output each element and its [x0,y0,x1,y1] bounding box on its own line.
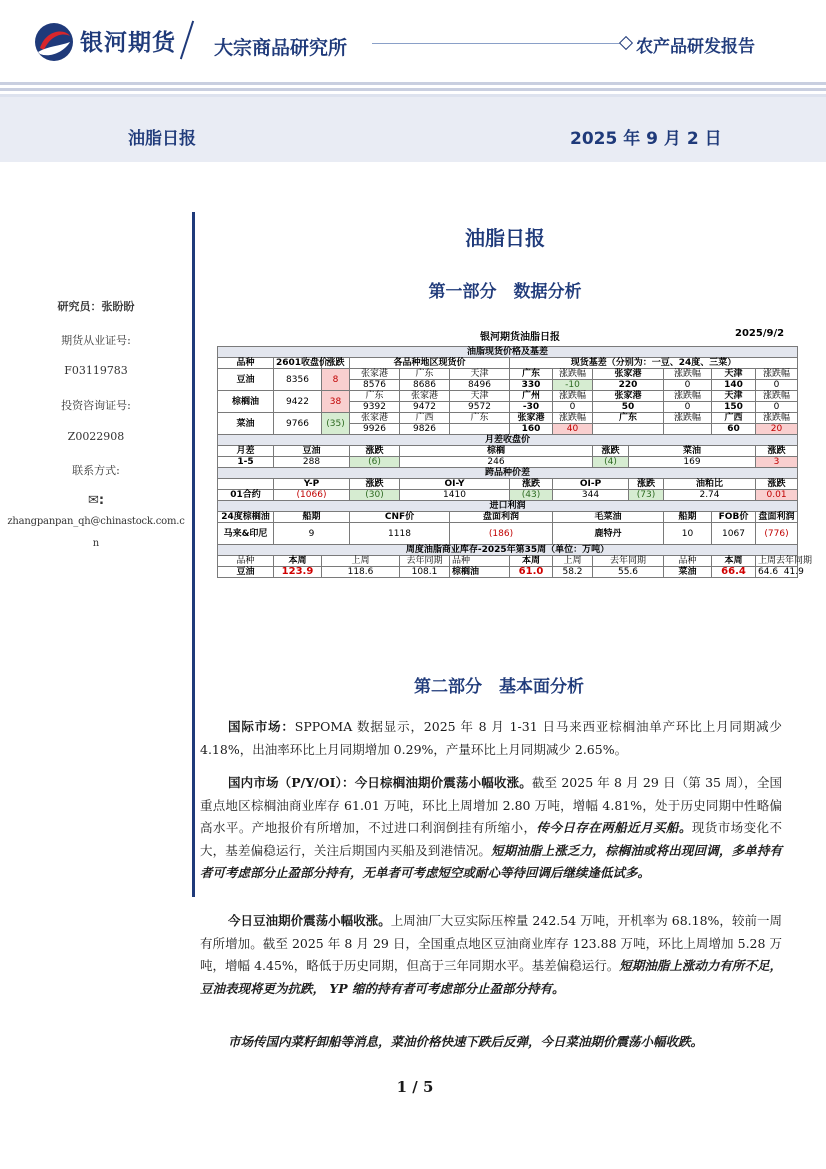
cross-change: (30) [350,490,400,501]
email-icon: ✉: [87,493,105,508]
spread-change: (6) [350,457,400,468]
license-label: 期货从业证号: [61,334,131,347]
basis-region: 广东 [510,369,553,380]
region-label: 天津 [450,391,510,402]
spread-value: 246 [400,457,593,468]
col-header: 上周 [553,556,593,567]
page-header [0,0,826,82]
para-emphasis: 短期油脂上涨动力有所不足，豆油表现将更为抗跌， YP 缩的持有者可考虑部分止盈部分持有。 [200,958,782,996]
import-origin: 鹿特丹 [553,523,664,545]
col-header-part: 上周 [758,556,777,566]
basis-change: 0 [664,402,712,413]
para-text: SPPOMA 数据显示，2025 年 8 月 1-31 日马来西亚棕榈油单产环比上月同期减少 4.18%，出油率环比上月同期增加 0.29%，产量环比上月同期减少 2.65%。 [200,719,782,757]
basis-chg-label: 涨跌幅 [553,413,593,424]
spread-change: (4) [593,457,629,468]
diamond-icon [619,36,633,50]
basis-chg-label: 涨跌幅 [756,391,798,402]
col-header: 品种 [664,556,712,567]
spot-price: 9572 [450,402,510,413]
inventory-last-year: 108.1 [400,567,450,578]
region-label: 广东 [400,369,450,380]
section-bar-spread: 月差收盘价 [218,435,798,446]
spot-price: 9826 [400,424,450,435]
inventory-last-week: 64.6 [758,567,779,577]
basis-chg-label: 涨跌幅 [664,369,712,380]
col-header: FOB价 [712,512,756,523]
basis-change: 40 [553,424,593,435]
spread-change: 3 [756,457,798,468]
col-header [756,556,813,567]
cross-change: (43) [510,490,553,501]
col-header: 涨跌 [510,479,553,490]
shipping-month: 10 [664,523,712,545]
col-header: 涨跌 [350,479,400,490]
col-header: 涨跌 [350,446,400,457]
col-header: 涨跌 [756,479,798,490]
cross-value: 1410 [400,490,510,501]
row-name: 豆油 [218,369,274,391]
section-bar-spot: 油脂现货价格及基差 [218,347,798,358]
basis-chg-label: 涨跌幅 [756,413,798,424]
basis-change: 0 [756,402,798,413]
basis-chg-label: 涨跌幅 [553,391,593,402]
basis-chg-label: 涨跌幅 [553,369,593,380]
import-profit: (776) [756,523,798,545]
col-header: 本周 [712,556,756,567]
basis-value: 60 [712,424,756,435]
fob-price: 1067 [712,523,756,545]
basis-value [593,424,664,435]
para-lead: 国际市场： [228,719,295,734]
section-bar-import: 进口利润 [218,501,798,512]
col-header: 盘面利润 [756,512,798,523]
basis-region: 张家港 [510,413,553,424]
para-lead: 今日豆油期价震荡小幅收涨。 [228,913,391,928]
basis-change: 20 [756,424,798,435]
paragraph-rapeseed [200,1031,782,1054]
paragraph-international [200,716,782,761]
basis-region: 张家港 [593,391,664,402]
col-header: OI-Y [400,479,510,490]
basis-region: 广东 [593,413,664,424]
cross-change: (73) [629,490,664,501]
inventory-name: 菜油 [664,567,712,578]
basis-value: 330 [510,380,553,391]
section-bar-inventory: 周度油脂商业库存-2025年第35周（单位：万吨） [218,545,798,556]
col-header: 上周 [322,556,400,567]
header-divider [180,21,194,60]
shipping-month: 9 [274,523,350,545]
change-value: 38 [322,391,350,413]
para-emphasis: 传今日存在两船近月买船。 [536,820,692,835]
col-header: 涨跌 [756,446,798,457]
para-text: 上周油厂大豆实际压榨量 242.54 万吨，开机率为 68.18%，较前一周有所增加。截至 2025 年 8 月 29 日，全国重点地区豆油商业库存 123.88 万吨，环比上周增加 5.28 万吨，增幅 4.45%，略低于历史同期，但高于三年同期水平。基差偏稳运行。 [200,913,782,973]
col-header: 24度棕榈油 [218,512,274,523]
col-header: 船期 [664,512,712,523]
col-header: 本周 [274,556,322,567]
col-header: 各品种地区现货价 [350,358,510,369]
inventory-this-week: 123.9 [274,567,322,578]
consult-number: Z0022908 [67,430,125,443]
basis-chg-label: 涨跌幅 [664,413,712,424]
import-profit: (186) [450,523,553,545]
inventory-this-week: 66.4 [712,567,756,578]
basis-change: -10 [553,380,593,391]
region-label: 天津 [450,369,510,380]
section-bar-cross: 跨品种价差 [218,468,798,479]
para-lead: 国内市场（P/Y/OI）：今日棕榈油期价震荡小幅收涨。 [228,775,532,790]
col-header: Y-P [274,479,350,490]
title-band [0,82,826,162]
spot-price: 9392 [350,402,400,413]
para-text: 现货市场变化不大，基差偏稳运行，关注后期国内买船及到港情况。 [200,820,782,858]
researcher-name: 研究员：张盼盼 [57,300,135,313]
col-header: 品种 [218,556,274,567]
col-header: 品种 [218,358,274,369]
consult-label: 投资咨询证号: [61,399,131,412]
region-label: 张家港 [400,391,450,402]
basis-chg-label: 涨跌幅 [756,369,798,380]
col-header: 品种 [450,556,510,567]
page-number: 1 / 5 [396,1078,434,1096]
email-address-end[interactable]: n [92,538,100,549]
region-label: 广西 [400,413,450,424]
row-name: 棕榈油 [218,391,274,413]
spot-price: 8496 [450,380,510,391]
basis-value: 140 [712,380,756,391]
basis-region: 天津 [712,369,756,380]
basis-value: 160 [510,424,553,435]
basis-region: 天津 [712,391,756,402]
para-emphasis: 市场传国内菜籽卸船等消息，菜油价格快速下跌后反弹，今日菜油期价震荡小幅收跌。 [228,1034,704,1049]
basis-region: 广西 [712,413,756,424]
para-emphasis: 短期油脂上涨乏力，棕榈油或将出现回调，多单持有者可考虑部分止盈部分持有，无单者可考虑短空或耐心等待回调后继续逢低试多。 [200,842,782,880]
col-header: 油粕比 [664,479,756,490]
table-date: 2025/9/2 [735,328,785,339]
change-value: (35) [322,413,350,435]
basis-value: 50 [593,402,664,413]
change-value: 8 [322,369,350,391]
contract-label: 01合约 [218,490,274,501]
section-title-data: 第一部分 数据分析 [428,282,582,302]
col-header: 月差 [218,446,274,457]
import-origin: 马来&印尼 [218,523,274,545]
col-header: 涨跌 [593,446,629,457]
spot-price: 8576 [350,380,400,391]
inventory-prev [756,567,804,578]
basis-change: 0 [553,402,593,413]
region-label: 广东 [350,391,400,402]
inventory-last-year: 41.9 [783,567,804,577]
close-price: 9766 [274,413,322,435]
table-title: 银河期货油脂日报 [480,332,560,343]
col-header: 去年同期 [400,556,450,567]
paragraph-domestic-palm [200,772,782,885]
cross-change: 0.01 [756,490,798,501]
col-header: 涨跌 [629,479,664,490]
basis-change: 0 [756,380,798,391]
inventory-last-year: 55.6 [593,567,664,578]
yinhe-logo-icon [34,22,74,62]
email-address[interactable]: zhangpanpan_qh@chinastock.com.c [7,516,185,527]
inventory-last-week: 118.6 [322,567,400,578]
close-price: 9422 [274,391,322,413]
institute-name: 大宗商品研究所 [214,37,348,59]
band-title: 油脂日报 [128,129,196,149]
license-number: F03119783 [64,364,128,377]
row-name: 菜油 [218,413,274,435]
col-header [218,479,274,490]
oils-data-table [217,346,813,578]
region-label: 张家港 [350,369,400,380]
inventory-last-week: 58.2 [553,567,593,578]
section-title-fundamentals: 第二部分 基本面分析 [414,677,584,697]
inventory-name: 棕榈油 [450,567,510,578]
basis-chg-label: 涨跌幅 [664,391,712,402]
region-label: 广东 [450,413,510,424]
col-header: 涨跌 [322,358,350,369]
basis-value: 220 [593,380,664,391]
close-price: 8356 [274,369,322,391]
col-header: 盘面利润 [450,512,553,523]
header-rule [372,43,628,44]
spot-price [450,424,510,435]
basis-change [664,424,712,435]
col-header: 现货基差（分别为：一豆、24度、三菜） [510,358,798,369]
col-header-part: 去年同期 [776,556,813,566]
spread-label: 1-5 [218,457,274,468]
col-header: 2601收盘价 [274,358,322,369]
cross-value: (1066) [274,490,350,501]
basis-change: 0 [664,380,712,391]
spread-value: 169 [629,457,756,468]
para-text: 截至 2025 年 8 月 29 日（第 35 周），全国重点地区棕榈油商业库存 61.01 万吨，环比上周增加 2.80 万吨，增幅 4.81%，处于历史同期中性略偏高水平。产地报价有所增加，不过进口利润倒挂有所缩小， [200,775,782,835]
spot-price: 8686 [400,380,450,391]
col-header: 豆油 [274,446,350,457]
col-header: 去年同期 [593,556,664,567]
col-header: OI-P [553,479,629,490]
col-header: 船期 [274,512,350,523]
basis-region: 广州 [510,391,553,402]
basis-value: -30 [510,402,553,413]
col-header: CNF价 [350,512,450,523]
inventory-this-week: 61.0 [510,567,553,578]
inventory-name: 豆油 [218,567,274,578]
page-title: 油脂日报 [465,226,545,250]
spot-price: 9472 [400,402,450,413]
sidebar-rule [192,212,195,897]
spot-price: 9926 [350,424,400,435]
report-type: 农产品研发报告 [636,37,755,57]
region-label: 张家港 [350,413,400,424]
spread-value: 288 [274,457,350,468]
contact-label: 联系方式: [72,464,120,477]
col-header: 菜油 [629,446,756,457]
col-header: 毛菜油 [553,512,664,523]
cross-value: 2.74 [664,490,756,501]
col-header: 棕榈 [400,446,593,457]
paragraph-soy [200,910,782,1000]
cnf-price: 1118 [350,523,450,545]
basis-region: 张家港 [593,369,664,380]
company-name: 银河期货 [80,30,176,56]
basis-value: 150 [712,402,756,413]
band-date: 2025 年 9 月 2 日 [570,129,722,149]
col-header: 本周 [510,556,553,567]
cross-value: 344 [553,490,629,501]
